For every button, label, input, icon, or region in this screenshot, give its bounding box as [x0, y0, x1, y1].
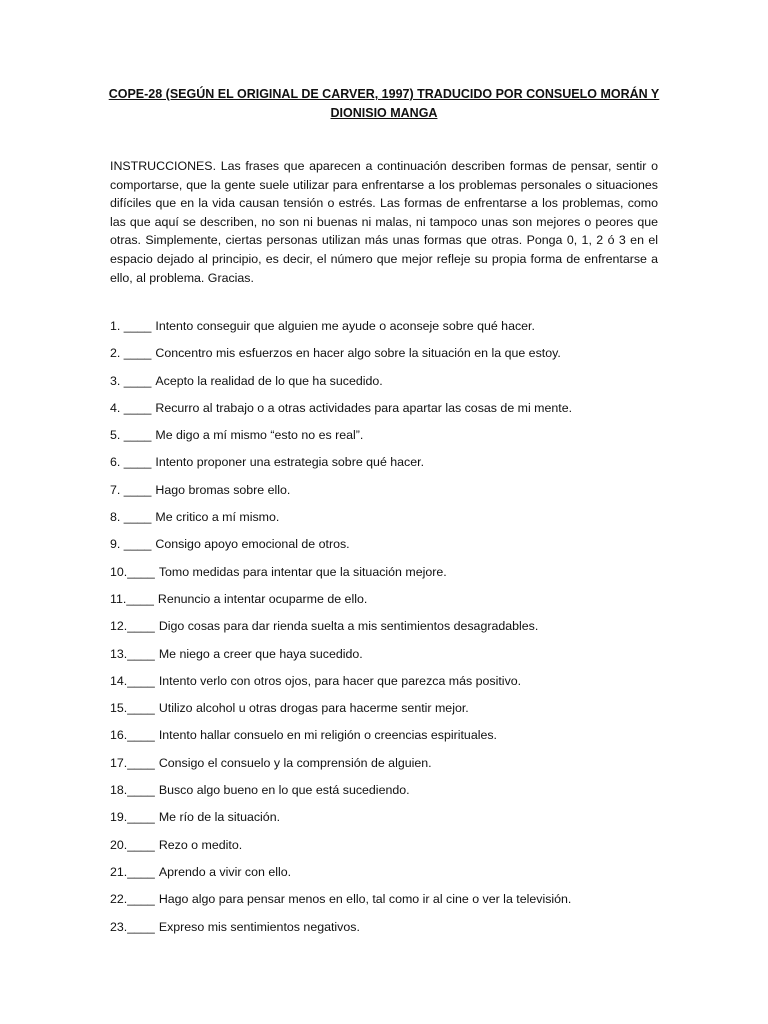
- questionnaire-item: [110, 918, 670, 945]
- questionnaire-item: [110, 699, 670, 726]
- item-text: Hago algo para pensar menos en ello, tal como ir al cine o ver la televisión.: [158, 892, 572, 907]
- questionnaire-item: [110, 344, 670, 371]
- document-title: COPE-28 (SEGÚN EL ORIGINAL DE CARVER, 1997) TRADUCIDO POR CONSUELO MORÁN Y DIONISIO MANGA: [108, 87, 660, 120]
- item-number: 16.: [110, 728, 128, 743]
- item-number: 12.: [110, 619, 128, 634]
- item-number: 5.: [110, 428, 121, 443]
- item-number: 4.: [110, 400, 121, 415]
- questionnaire-item: [110, 808, 670, 835]
- item-text: Consigo el consuelo y la comprensión de alguien.: [158, 755, 432, 770]
- answer-blank[interactable]: ____: [127, 619, 155, 634]
- item-number: 21.: [110, 864, 128, 879]
- questionnaire-item: [110, 863, 670, 890]
- answer-blank[interactable]: ____: [123, 400, 152, 415]
- item-text: Me niego a creer que haya sucedido.: [158, 646, 363, 661]
- item-text: Utilizo alcohol u otras drogas para hacerme sentir mejor.: [158, 701, 469, 716]
- item-number: 11.: [110, 591, 127, 606]
- questionnaire-item: [110, 836, 670, 863]
- item-text: Concentro mis esfuerzos en hacer algo sobre la situación en la que estoy.: [155, 346, 561, 361]
- answer-blank[interactable]: ____: [126, 591, 154, 606]
- questionnaire-item: [110, 645, 670, 672]
- item-text: Digo cosas para dar rienda suelta a mis sentimientos desagradables.: [158, 619, 539, 634]
- answer-blank[interactable]: ____: [123, 373, 152, 388]
- answer-blank[interactable]: ____: [127, 728, 155, 743]
- questionnaire-items: [110, 317, 670, 945]
- answer-blank[interactable]: ____: [127, 783, 155, 798]
- questionnaire-item: [110, 590, 670, 617]
- item-text: Hago bromas sobre ello.: [155, 482, 291, 497]
- item-text: Intento verlo con otros ojos, para hacer que parezca más positivo.: [158, 673, 522, 688]
- questionnaire-item: [110, 617, 670, 644]
- item-text: Renuncio a intentar ocuparme de ello.: [157, 591, 368, 606]
- questionnaire-item: [110, 754, 670, 781]
- item-text: Acepto la realidad de lo que ha sucedido.: [155, 373, 383, 388]
- questionnaire-item: [110, 317, 670, 344]
- item-number: 20.: [110, 837, 128, 852]
- answer-blank[interactable]: ____: [127, 646, 155, 661]
- item-number: 19.: [110, 810, 128, 825]
- item-text: Intento conseguir que alguien me ayude o aconseje sobre qué hacer.: [155, 319, 535, 333]
- item-number: 22.: [110, 892, 128, 907]
- questionnaire-item: [110, 535, 670, 562]
- answer-blank[interactable]: ____: [127, 837, 155, 852]
- instructions-paragraph: INSTRUCCIONES. Las frases que aparecen a continuación describen formas de pensar, sentir o comportarse, que la gente suele utilizar para enfrentarse a los problemas personales o situaciones difíciles que en la vida causan tensión o estrés. Las formas de enfrentarse a los problemas, como las que aquí se describen, no son ni buenas ni malas, ni tampoco unas son mejores o peores que otras. Simplemente, ciertas personas utilizan más unas formas que otras. Ponga 0, 1, 2 ó 3 en el espacio dejado al principio, es decir, el número que mejor refleje su propia forma de enfrentarse a ello, al problema. Gracias.: [110, 159, 658, 285]
- answer-blank[interactable]: ____: [123, 428, 152, 443]
- item-text: Rezo o medito.: [158, 837, 243, 852]
- answer-blank[interactable]: ____: [127, 755, 155, 770]
- answer-blank[interactable]: ____: [127, 919, 155, 934]
- answer-blank[interactable]: ____: [127, 864, 155, 879]
- answer-blank[interactable]: ____: [127, 701, 155, 716]
- item-text: Intento proponer una estrategia sobre qué hacer.: [155, 455, 425, 470]
- item-text: Expreso mis sentimientos negativos.: [158, 919, 360, 934]
- item-text: Intento hallar consuelo en mi religión o creencias espirituales.: [158, 728, 497, 743]
- item-number: 8.: [110, 510, 121, 525]
- questionnaire-item: [110, 563, 670, 590]
- item-text: Aprendo a vivir con ello.: [158, 864, 292, 879]
- answer-blank[interactable]: ____: [123, 537, 152, 552]
- questionnaire-item: [110, 399, 670, 426]
- questionnaire-item: [110, 481, 670, 508]
- answer-blank[interactable]: ____: [123, 346, 152, 361]
- item-text: Me digo a mí mismo “esto no es real”.: [155, 428, 364, 443]
- item-text: Recurro al trabajo o a otras actividades para apartar las cosas de mi mente.: [155, 400, 573, 415]
- answer-blank[interactable]: ____: [127, 810, 155, 825]
- item-number: 23.: [110, 919, 128, 934]
- item-text: Me río de la situación.: [158, 810, 281, 825]
- answer-blank[interactable]: ____: [127, 564, 155, 579]
- questionnaire-item: [110, 453, 670, 480]
- item-number: 15.: [110, 701, 128, 716]
- item-number: 17.: [110, 755, 128, 770]
- item-number: 9.: [110, 537, 121, 552]
- questionnaire-item: [110, 426, 670, 453]
- questionnaire-item: [110, 508, 670, 535]
- item-text: Me critico a mí mismo.: [155, 510, 280, 525]
- answer-blank[interactable]: ____: [127, 673, 155, 688]
- questionnaire-item: [110, 781, 670, 808]
- item-number: 7.: [110, 482, 121, 497]
- questionnaire-item: [110, 726, 670, 753]
- item-number: 1.: [110, 319, 121, 333]
- item-text: Consigo apoyo emocional de otros.: [155, 537, 350, 552]
- answer-blank[interactable]: ____: [123, 482, 152, 497]
- answer-blank[interactable]: ____: [123, 510, 152, 525]
- item-number: 14.: [110, 673, 128, 688]
- item-text: Busco algo bueno en lo que está sucediendo.: [158, 783, 410, 798]
- answer-blank[interactable]: ____: [123, 319, 152, 333]
- item-number: 3.: [110, 373, 121, 388]
- item-number: 2.: [110, 346, 121, 361]
- item-number: 10.: [110, 564, 128, 579]
- questionnaire-item: [110, 890, 670, 917]
- answer-blank[interactable]: ____: [123, 455, 152, 470]
- questionnaire-item: [110, 372, 670, 399]
- answer-blank[interactable]: ____: [127, 892, 155, 907]
- item-number: 13.: [110, 646, 128, 661]
- item-text: Tomo medidas para intentar que la situación mejore.: [158, 564, 447, 579]
- questionnaire-item: [110, 672, 670, 699]
- item-number: 18.: [110, 783, 128, 798]
- item-number: 6.: [110, 455, 121, 470]
